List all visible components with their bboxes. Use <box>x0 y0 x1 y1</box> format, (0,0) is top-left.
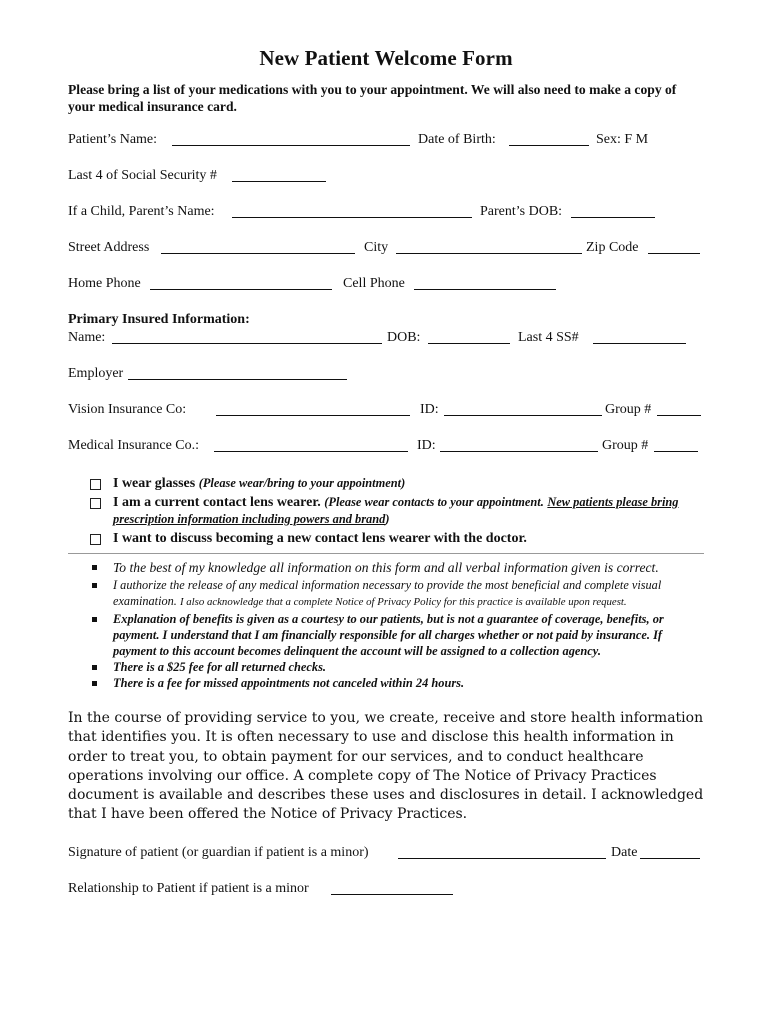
vision-group-label: Group # <box>605 402 652 417</box>
sex-label: Sex: F M <box>596 132 649 147</box>
date-label: Date <box>611 844 638 860</box>
ss-row <box>68 168 704 186</box>
vision-co-field[interactable] <box>216 402 410 416</box>
contacts-label: I am a current contact lens wearer. <box>113 495 321 510</box>
insured-name-field[interactable] <box>112 330 382 344</box>
patient-name-label: Patient’s Name: <box>68 132 158 147</box>
relationship-row <box>68 881 704 899</box>
ss-label: Last 4 of Social Security # <box>68 168 217 183</box>
list-item <box>90 559 704 576</box>
employer-field[interactable] <box>128 366 347 380</box>
form-page <box>68 46 704 899</box>
vision-id-field[interactable] <box>444 402 602 416</box>
checkbox-list <box>90 475 704 547</box>
vision-label: Vision Insurance Co: <box>68 402 187 417</box>
divider <box>68 553 704 554</box>
cell-phone-label: Cell Phone <box>343 276 405 291</box>
city-label: City <box>364 240 389 255</box>
home-phone-label: Home Phone <box>68 276 141 291</box>
glasses-checkbox[interactable] <box>90 479 101 490</box>
patient-name-row <box>68 132 704 150</box>
medical-group-label: Group # <box>602 438 649 453</box>
relationship-field[interactable] <box>331 881 453 895</box>
checkbox-item-new-contacts <box>90 530 704 547</box>
address-row <box>68 240 704 258</box>
bullet-text-release: I authorize the release of any medical information necessary to provide the most beneficial and complete visual examination. <box>113 578 662 608</box>
parent-name-field[interactable] <box>232 204 472 218</box>
insured-dob-label: DOB: <box>387 330 421 345</box>
bullet-icon <box>92 617 97 622</box>
street-field[interactable] <box>161 240 355 254</box>
relationship-label: Relationship to Patient if patient is a minor <box>68 880 309 896</box>
zip-field[interactable] <box>648 240 700 254</box>
street-label: Street Address <box>68 240 150 255</box>
vision-group-field[interactable] <box>657 402 701 416</box>
insured-name-row <box>68 330 704 348</box>
list-item <box>90 675 704 691</box>
vision-id-label: ID: <box>420 402 439 417</box>
bullet-icon <box>92 583 97 588</box>
employer-label: Employer <box>68 366 124 381</box>
signature-label: Signature of patient (or guardian if patient is a minor) <box>68 844 369 860</box>
insured-ss-field[interactable] <box>593 330 686 344</box>
list-item <box>90 577 704 610</box>
intro-text: Please bring a list of your medications with you to your appointment. We will also need to make a copy of your medical insurance card. <box>68 82 677 114</box>
privacy-notice: In the course of providing service to you, we create, receive and store health information that identifies you. It is often necessary to use and disclose this health information in order to treat you, to obtain payment for our services, and to conduct healthcare operations involving our office. A complete copy of The Notice of Privacy Practices document is available and describes these uses and disclosures in detail. I acknowledged that I have been offered the Notice of Privacy Practices. <box>68 710 704 823</box>
medical-row <box>68 438 704 456</box>
parent-dob-label: Parent’s DOB: <box>480 204 563 219</box>
insured-name-label: Name: <box>68 330 106 345</box>
medical-label: Medical Insurance Co.: <box>68 438 200 453</box>
bullet-text-accuracy: To the best of my knowledge all information on this form and all verbal information given is correct. <box>113 560 659 575</box>
bullet-text-privacy-policy: I also acknowledge that a complete Notice of Privacy Policy for this practice is available upon request. <box>179 596 627 608</box>
patient-name-field[interactable] <box>172 132 410 146</box>
bullet-icon <box>92 681 97 686</box>
zip-label: Zip Code <box>586 240 639 255</box>
bullet-icon <box>92 565 97 570</box>
parent-row <box>68 204 704 222</box>
list-item <box>90 611 704 659</box>
contacts-checkbox[interactable] <box>90 498 101 509</box>
signature-field[interactable] <box>398 845 606 859</box>
home-phone-field[interactable] <box>150 276 332 290</box>
new-contacts-label: I want to discuss becoming a new contact lens wearer with the doctor. <box>113 531 527 546</box>
bullet-text-missed-appointments: There is a fee for missed appointments not canceled within 24 hours. <box>113 676 465 690</box>
form-title: New Patient Welcome Form <box>259 46 513 70</box>
glasses-note: (Please wear/bring to your appointment) <box>198 476 406 490</box>
employer-row <box>68 366 704 384</box>
bullet-text-benefits: Explanation of benefits is given as a courtesy to our patients, but is not a guarantee of coverage, benefits, or payment. I understand that I am financially responsible for all charges whether or not paid by insurance. If payment to this account becomes delinquent the account will be assigned to a collection agency. <box>113 612 664 658</box>
bullet-text-returned-checks: There is a $25 fee for all returned checks. <box>113 660 327 674</box>
cell-phone-field[interactable] <box>414 276 556 290</box>
insured-ss-label: Last 4 SS# <box>518 330 579 345</box>
checkbox-item-glasses <box>90 475 704 492</box>
signature-row <box>68 845 704 863</box>
checkbox-item-contacts <box>90 494 704 528</box>
vision-row <box>68 402 704 420</box>
city-field[interactable] <box>396 240 582 254</box>
phone-row <box>68 276 704 294</box>
list-item <box>90 659 704 675</box>
dob-label: Date of Birth: <box>418 132 496 147</box>
acknowledgement-list <box>90 559 704 691</box>
medical-co-field[interactable] <box>214 438 408 452</box>
medical-id-label: ID: <box>417 438 436 453</box>
ss-field[interactable] <box>232 168 326 182</box>
new-contacts-checkbox[interactable] <box>90 534 101 545</box>
contacts-note-end: ) <box>385 512 390 526</box>
contacts-note: (Please wear contacts to your appointment. <box>324 495 544 509</box>
bullet-icon <box>92 665 97 670</box>
glasses-label: I wear glasses <box>113 476 196 491</box>
child-parent-label: If a Child, Parent’s Name: <box>68 204 215 219</box>
date-field[interactable] <box>640 845 700 859</box>
insured-dob-field[interactable] <box>428 330 510 344</box>
contacts-note-underlined: New patients please bring prescription information including powers and brand <box>113 495 679 526</box>
insured-heading: Primary Insured Information: <box>68 312 250 327</box>
parent-dob-field[interactable] <box>571 204 655 218</box>
medical-id-field[interactable] <box>440 438 598 452</box>
insured-heading-row <box>68 312 704 330</box>
dob-field[interactable] <box>509 132 589 146</box>
medical-group-field[interactable] <box>654 438 698 452</box>
